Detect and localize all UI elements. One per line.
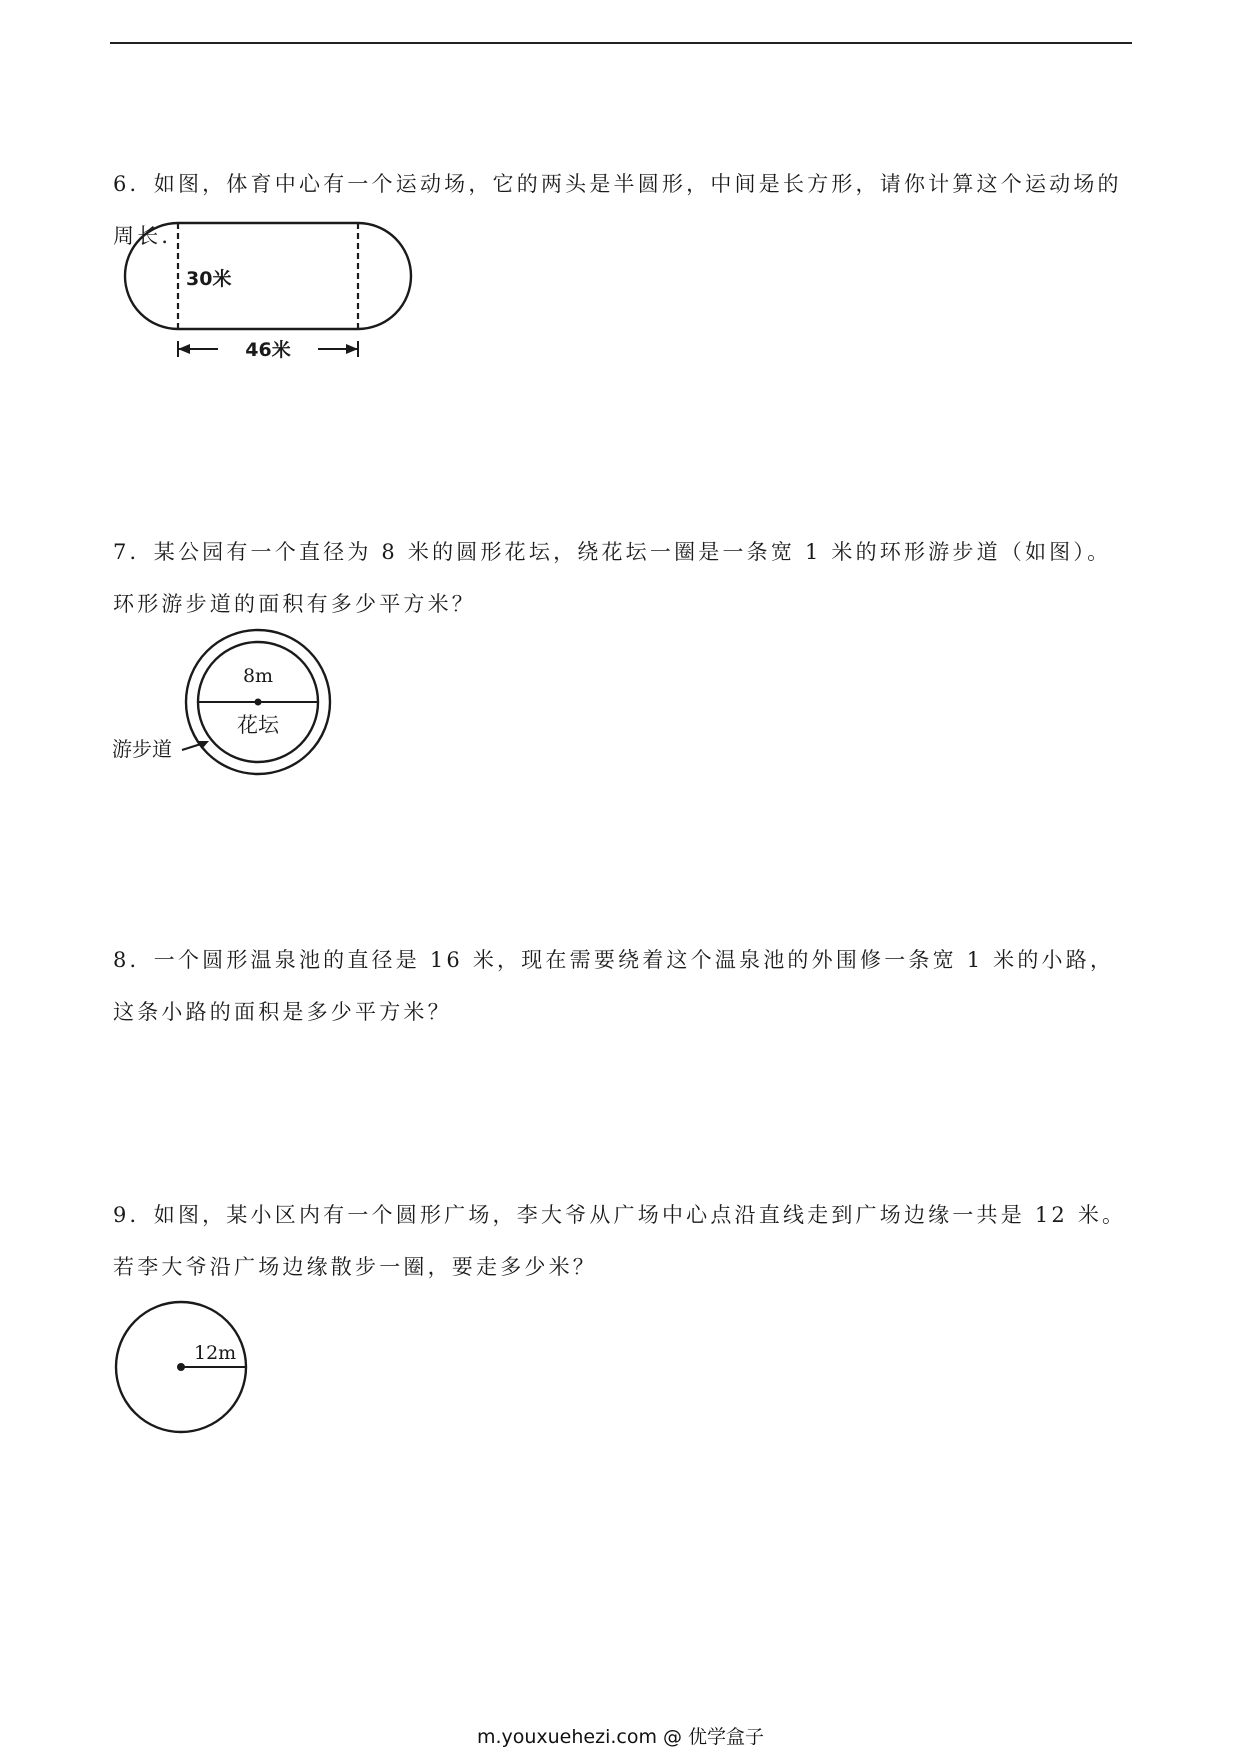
question-6: 6．如图，体育中心有一个运动场，它的两头是半圆形，中间是长方形，请你计算这个运动场的周长． bbox=[113, 172, 1122, 248]
plaza-center-dot bbox=[177, 1363, 185, 1371]
radius-label: 12m bbox=[194, 1342, 237, 1364]
track-figure bbox=[110, 215, 430, 375]
question-9: 9．如图，某小区内有一个圆形广场，李大爷从广场中心点沿直线走到广场边缘一共是 12 米。若李大爷沿广场边缘散步一圈，要走多少米？ bbox=[113, 1203, 1127, 1279]
plaza-figure bbox=[110, 1298, 260, 1438]
flowerbed-figure bbox=[112, 632, 352, 792]
center-dot bbox=[255, 699, 262, 706]
footer-watermark: m.youxuehezi.com @ 优学盒子 bbox=[476, 1726, 765, 1748]
question-8: 8．一个圆形温泉池的直径是 16 米，现在需要绕着这个温泉池的外围修一条宽 1 米的小路，这条小路的面积是多少平方米？ bbox=[113, 948, 1115, 1024]
top-rule bbox=[110, 42, 1132, 44]
question-7: 7．某公园有一个直径为 8 米的圆形花坛，绕花坛一圈是一条宽 1 米的环形游步道（如图）。环形游步道的面积有多少平方米？ bbox=[113, 540, 1112, 616]
track-outline bbox=[125, 223, 411, 329]
diameter-label: 8m bbox=[242, 665, 274, 687]
flowerbed-label: 花坛 bbox=[237, 713, 279, 737]
dimension-left-arrowhead bbox=[178, 344, 190, 354]
track-length-label: 46米 bbox=[245, 339, 291, 361]
dimension-right-arrowhead bbox=[346, 344, 358, 354]
walkway-label: 游步道 bbox=[112, 737, 172, 761]
track-width-label: 30米 bbox=[186, 268, 232, 290]
